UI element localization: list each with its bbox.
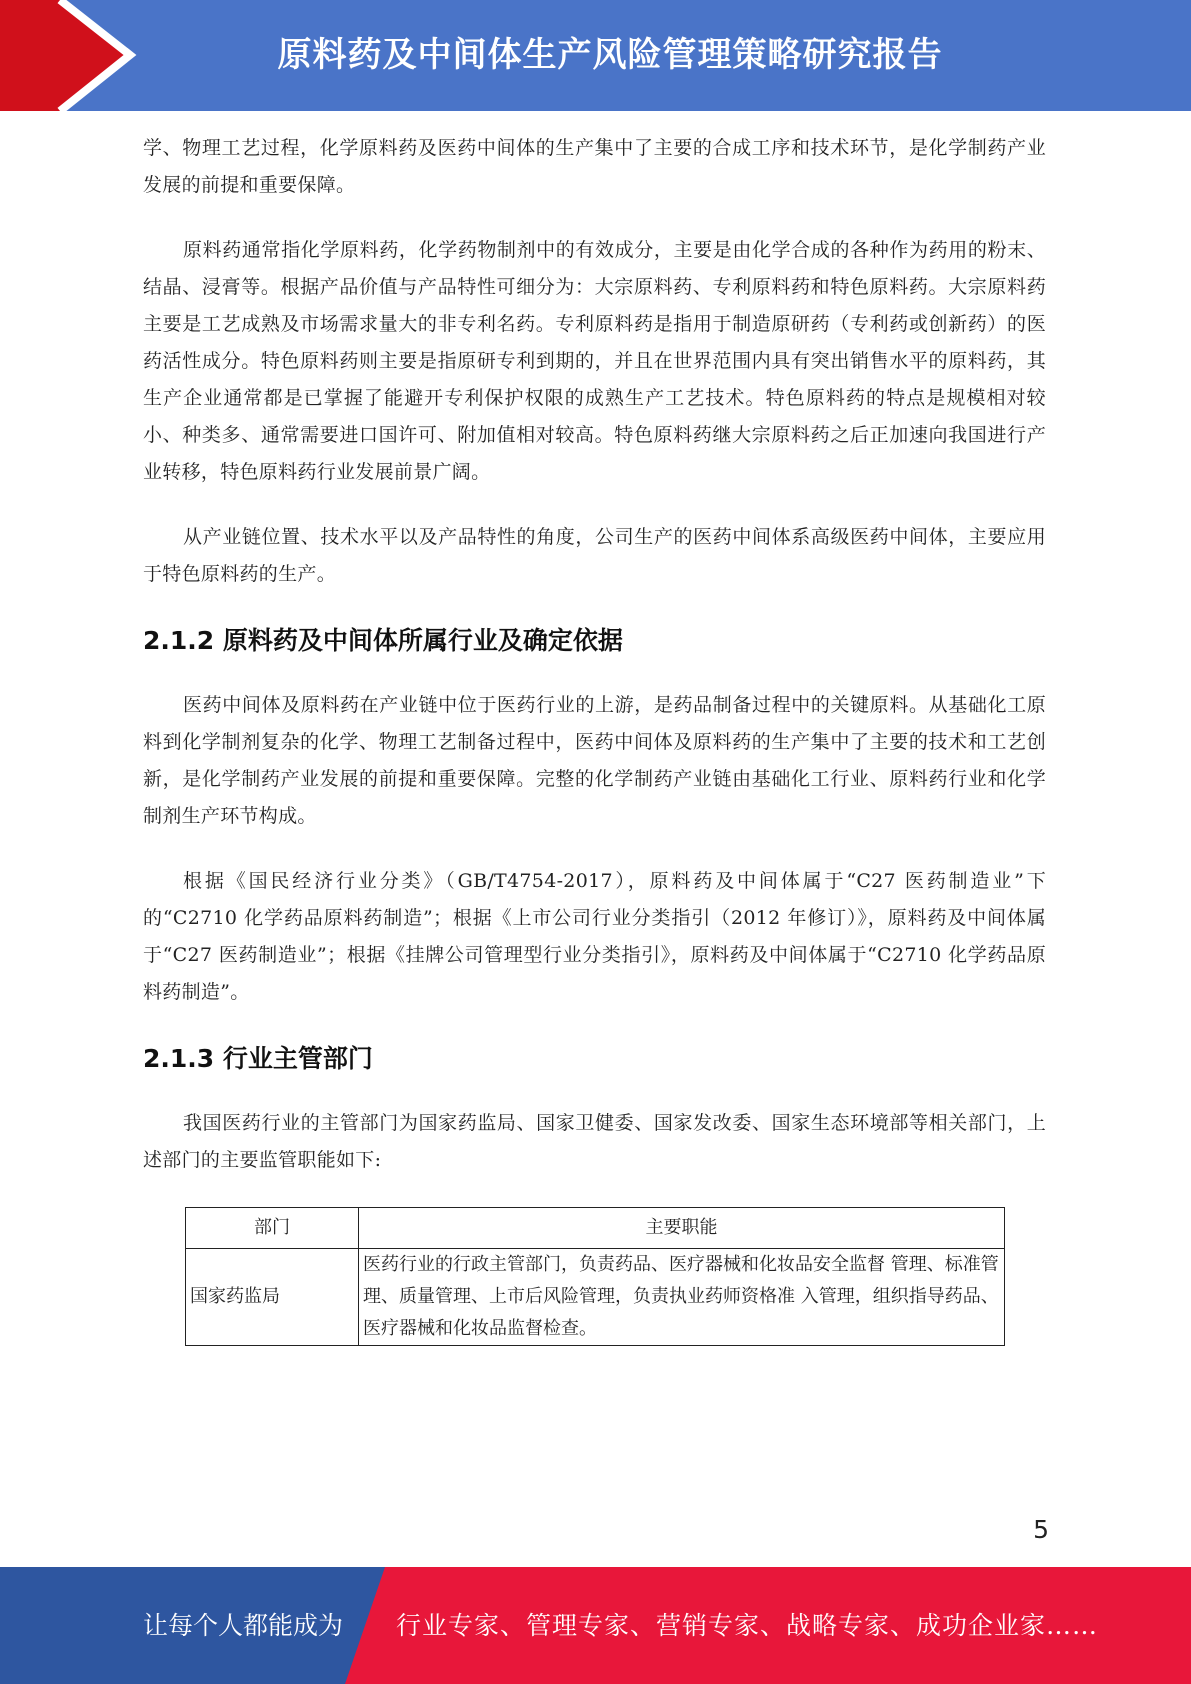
- section-heading-2-1-2: 2.1.2 原料药及中间体所属行业及确定依据: [143, 626, 623, 655]
- table-cell-duty: 医药行业的行政主管部门，负责药品、医疗器械和化妆品安全监督 管理、标准管理、质量管理、上市后风险管理，负责执业药师资格准 入管理，组织指导药品、医疗器械和化妆品监督检查。: [359, 1249, 1005, 1346]
- paragraph-4: 医药中间体及原料药在产业链中位于医药行业的上游，是药品制备过程中的关键原料。从基础化工原料到化学制剂复杂的化学、物理工艺制备过程中，医药中间体及原料药的生产集中了主要的技术和工艺创新，是化学制药产业发展的前提和重要保障。完整的化学制药产业链由基础化工行业、原料药行业和化学制剂生产环节构成。: [143, 694, 1046, 827]
- paragraph-6: 我国医药行业的主管部门为国家药监局、国家卫健委、国家发改委、国家生态环境部等相关部门，上述部门的主要监管职能如下:: [143, 1112, 1046, 1171]
- section-heading-2-1-3: 2.1.3 行业主管部门: [143, 1044, 373, 1073]
- red-arrow-decoration: [0, 0, 200, 111]
- page-number: 5: [1033, 1515, 1049, 1544]
- table-row: [186, 1249, 1005, 1346]
- page-header: [0, 0, 1191, 111]
- paragraph-1: 学、物理工艺过程，化学原料药及医药中间体的生产集中了主要的合成工序和技术环节，是化学制药产业发展的前提和重要保障。: [143, 137, 1046, 196]
- table-header-row: [186, 1208, 1005, 1249]
- report-title: 原料药及中间体生产风险管理策略研究报告: [277, 35, 943, 75]
- table-cell-dept: 国家药监局: [186, 1249, 359, 1346]
- paragraph-2: 原料药通常指化学原料药，化学药物制剂中的有效成分，主要是由化学合成的各种作为药用的粉末、结晶、浸膏等。根据产品价值与产品特性可细分为：大宗原料药、专利原料药和特色原料药。大宗原料药主要是工艺成熟及市场需求量大的非专利名药。专利原料药是指用于制造原研药（专利药或创新药）的医药活性成分。特色原料药则主要是指原研专利到期的，并且在世界范围内具有突出销售水平的原料药，其生产企业通常都是已掌握了能避开专利保护权限的成熟生产工艺技术。特色原料药的特点是规模相对较小、种类多、通常需要进口国许可、附加值相对较高。特色原料药继大宗原料药之后正加速向我国进行产业转移，特色原料药行业发展前景广阔。: [143, 239, 1046, 483]
- paragraph-3: 从产业链位置、技术水平以及产品特性的角度，公司生产的医药中间体系高级医药中间体，主要应用于特色原料药的生产。: [143, 526, 1046, 585]
- column-header-duty: 主要职能: [359, 1208, 1005, 1249]
- regulator-table: [185, 1207, 1005, 1346]
- column-header-dept: 部门: [186, 1208, 359, 1249]
- footer-slogan-left: 让每个人都能成为: [143, 1611, 344, 1640]
- page-footer: [0, 1567, 1191, 1684]
- footer-slogan-right: 行业专家、管理专家、营销专家、战略专家、成功企业家……: [396, 1611, 1099, 1640]
- paragraph-5: 根据《国民经济行业分类》（GB/T4754-2017），原料药及中间体属于“C27 医药制造业”下的“C2710 化学药品原料药制造”；根据《上市公司行业分类指引（2012 年修订）》，原料药及中间体属于“C27 医药制造业”；根据《挂牌公司管理型行业分类指引》，原料药及中间体属于“C2710 化学药品原料药制造”。: [143, 870, 1046, 1003]
- page-content: [143, 130, 1046, 1346]
